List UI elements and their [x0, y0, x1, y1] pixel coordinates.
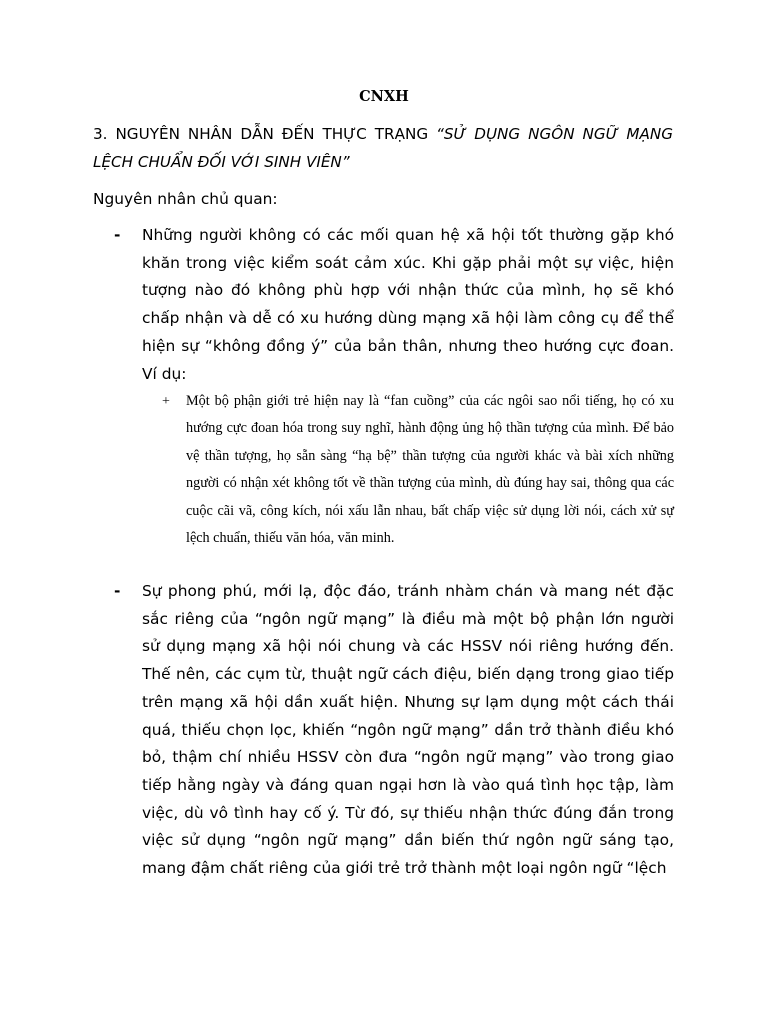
bullet-marker: - [114, 226, 121, 244]
bullet-marker: - [114, 582, 121, 600]
section-heading [93, 120, 673, 176]
sub-bullet-paragraph: Một bộ phận giới trẻ hiện nay là “fan cuồng” của các ngôi sao nổi tiếng, họ có xu hướng cực đoan hóa trong suy nghĩ, hành động ủng hộ thần tượng của mình. Để bảo vệ thần tượng, họ sẵn sàng “hạ bệ” thần tượng của người khác và bài xích những người có nhận xét không tốt về thần tượng của mình, dù đúng hay sai, thông qua các cuộc cãi vã, công kích, nói xấu lẫn nhau, bất chấp việc sử dụng lời nói, cách xử sự lệch chuẩn, thiếu văn hóa, văn minh. [186, 393, 674, 547]
bullet-paragraph: Những người không có các mối quan hệ xã hội tốt thường gặp khó khăn trong việc kiểm soát cảm xúc. Khi gặp phải một sự việc, hiện tượng nào đó không phù hợp với nhận thức của mình, họ sẽ khó chấp nhận và dễ có xu hướng dùng mạng xã hội làm công cụ để thể hiện sự “không đồng ý” của bản thân, nhưng theo hướng cực đoan. Ví dụ: [142, 226, 674, 383]
section-heading-prefix: 3. NGUYÊN NHÂN DẪN ĐẾN THỰC TRẠNG [93, 125, 437, 143]
bullet-paragraph: Sự phong phú, mới lạ, độc đáo, tránh nhàm chán và mang nét đặc sắc riêng của “ngôn ngữ mạng” là điều mà một bộ phận lớn người sử dụng mạng xã hội nói chung và các HSSV nói riêng hướng đến. Thế nên, các cụm từ, thuật ngữ cách điệu, biến dạng trong giao tiếp trên mạng xã hội dần xuất hiện. Nhưng sự lạm dụng một cách thái quá, thiếu chọn lọc, khiến “ngôn ngữ mạng” dần trở thành điều khó bỏ, thậm chí nhiều HSSV còn đưa “ngôn ngữ mạng” vào trong giao tiếp hằng ngày và đáng quan ngại hơn là vào quá tình học tập, làm việc, dù vô tình hay cố ý. Từ đó, sự thiếu nhận thức đúng đắn trong việc sử dụng “ngôn ngữ mạng” dần biến thứ ngôn ngữ sáng tạo, mang đậm chất riêng của giới trẻ trở thành một loại ngôn ngữ “lệch [142, 582, 674, 878]
section-heading-italic: “SỬ DỤNG NGÔN NGỮ MẠNG LỆCH CHUẨN ĐỐI VỚI SINH VIÊN” [93, 125, 673, 171]
document-title: CNXH [359, 88, 409, 105]
sub-bullet-marker: + [162, 394, 170, 409]
subheading: Nguyên nhân chủ quan: [93, 190, 278, 208]
